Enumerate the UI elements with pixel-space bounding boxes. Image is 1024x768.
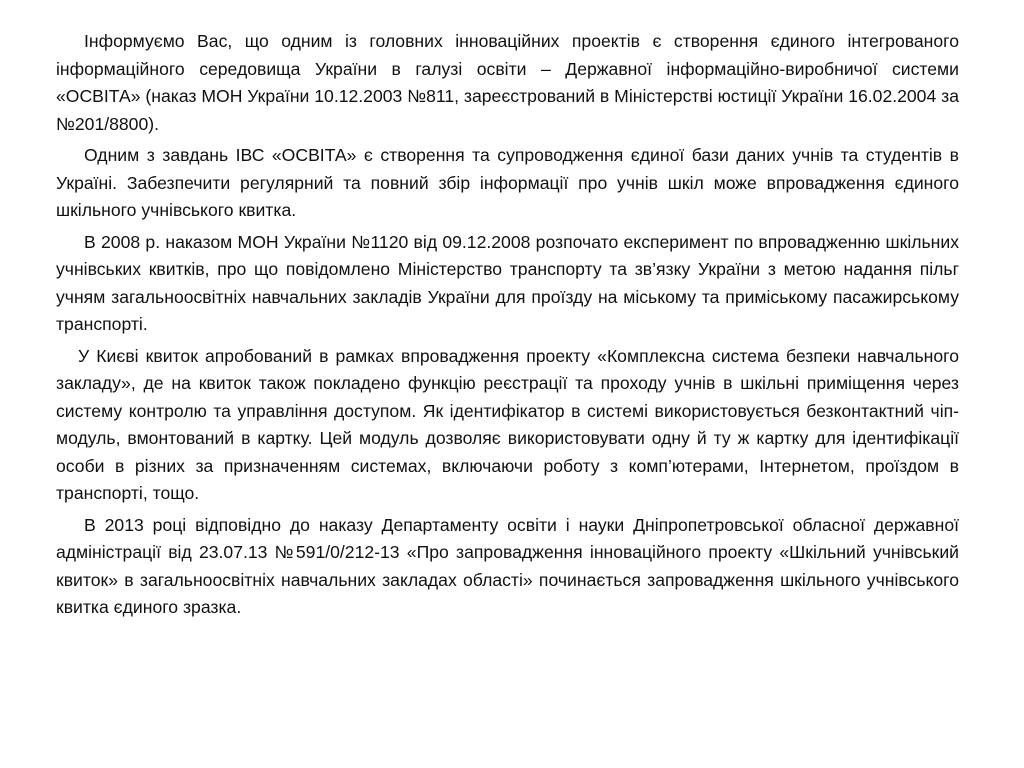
paragraph-4: У Києві квиток апробований в рамках впровадження проекту «Комплексна система безпеки навчального закладу», де на квиток також покладено функцію реєстрації та проходу учнів в шкільні приміщення через систему контролю та управління доступом. Як ідентифікатор в системі використовується безконтактний чіп-модуль, вмонтований в картку. Цей модуль дозволяє використовувати одну й ту ж картку для ідентифікації особи в різних за призначенням системах, включаючи роботу з комп’ютерами, Інтернетом, проїздом в транспорті, тощо.: [56, 345, 959, 503]
paragraph-5: В 2013 році відповідно до наказу Департаменту освіти і науки Дніпропетровської обласної державної адміністрації від 23.07.13 №591/0/212-13 «Про запровадження інноваційного проекту «Шкільний учнівський квиток» в загальноосвітніх навчальних закладах області» починається запровадження шкільного учнівського квитка єдиного зразка.: [56, 514, 959, 617]
document-body: [56, 28, 959, 626]
paragraph-3: В 2008 р. наказом МОН України №1120 від 09.12.2008 розпочато експеримент по впровадженню шкільних учнівських квитків, про що повідомлено Міністерство транспорту та зв’язку України з метою надання пільг учням загальноосвітніх навчальних закладів України для проїзду на міському та приміському пасажирському транспорті.: [56, 231, 959, 334]
paragraph-1: Інформуємо Вас, що одним із головних інноваційних проектів є створення єдиного інтегрованого інформаційного середовища України в галузі освіти – Державної інформаційно-виробничої системи «ОСВІТА» (наказ МОН України 10.12.2003 №811, зареєстрований в Міністерстві юстиції України 16.02.2004 за №201/8800).: [56, 31, 959, 134]
paragraph-2: Одним з завдань ІВС «ОСВІТА» є створення та супроводження єдиної бази даних учнів та студентів в Україні. Забезпечити регулярний та повний збір інформації про учнів шкіл може впровадження єдиного шкільного учнівського квитка.: [56, 145, 959, 220]
